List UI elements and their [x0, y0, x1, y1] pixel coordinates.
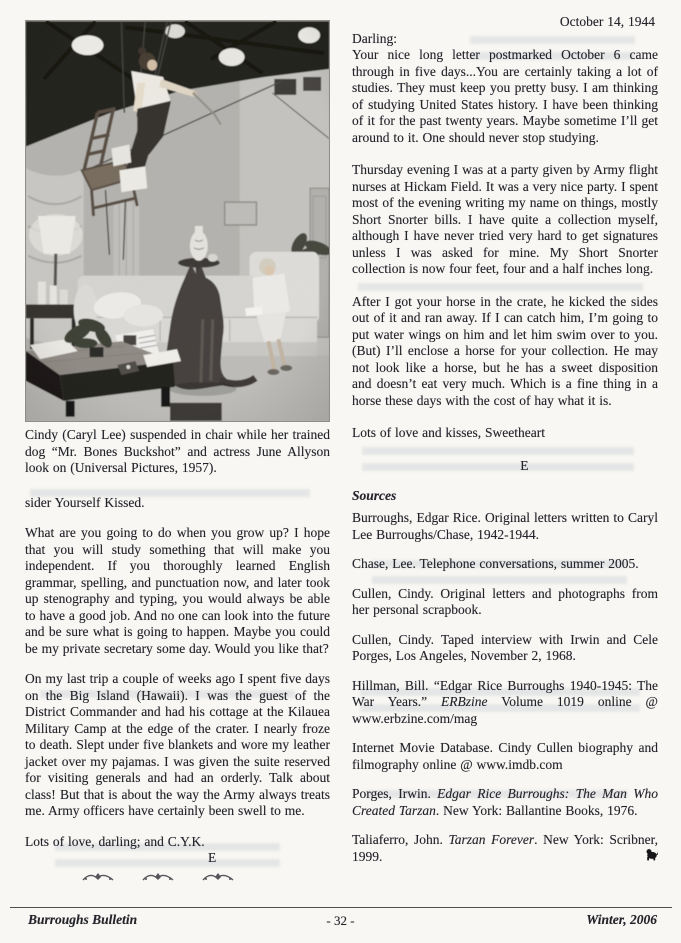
- source-entry: Porges, Irwin. Edgar Rice Burroughs: The Man Who Created Tarzan. New York: Ballantine Books, 1976.: [352, 786, 658, 818]
- fleuron-ornament-icon: [201, 871, 235, 883]
- letter-signature: E: [520, 457, 529, 473]
- letter-salutation: Darling:: [352, 30, 397, 46]
- ape-silhouette-icon: [644, 847, 658, 866]
- movie-set-photo: [26, 21, 329, 421]
- source-entry: Chase, Lee. Telephone conversations, summer 2005.: [352, 556, 639, 571]
- footer-rule: [10, 907, 672, 908]
- source-entry: Hillman, Bill. “Edgar Rice Burroughs 1940-1945: The War Years.” ERBzine Volume 1019 online @ www.erbzine.com/mag: [352, 677, 658, 726]
- footer-issue: Winter, 2006: [586, 912, 657, 927]
- body-paragraph: What are you going to do when you grow up? I hope that you will study something that will make you independent. If you thoroughly learned English grammar, spelling, and punctuation now, and later took up stenography and typing, you would always be able to have a good job. And no one can look into the future and be sure what is going to happen. Maybe you could be my private secretary some day. Would you like that?: [25, 525, 330, 656]
- source-entry: Cullen, Cindy. Taped interview with Irwin and Cele Porges, Los Angeles, November 2, 1968.: [352, 631, 658, 663]
- source-entry: Internet Movie Database. Cindy Cullen biography and filmography online @ www.imdb.com: [352, 740, 658, 772]
- sources-heading: Sources: [352, 488, 397, 503]
- photo-figure: [25, 20, 330, 422]
- letter-paragraph: After I got your horse in the crate, he kicked the sides out of it and ran away. If I can catch him, I’m going to put water wings on him and let him swim over to you. (But) I’ll enclose a horse for your collection. He may not look like a horse, but he has a sweet disposition and doesn’t eat very much. Which is a fine thing in a horse these days with the cost of hay what it is.: [352, 293, 658, 408]
- fleuron-ornament-icon: [81, 871, 115, 883]
- footer-journal-title: Burroughs Bulletin: [28, 912, 138, 927]
- footer-page-number: - 32 -: [326, 913, 355, 928]
- letter-body: [352, 47, 658, 442]
- left-body: [25, 495, 330, 820]
- sources-list: [352, 510, 658, 865]
- left-signature: E: [208, 850, 217, 865]
- source-entry: Burroughs, Edgar Rice. Original letters written to Caryl Lee Burroughs/Chase, 1942-1944.: [352, 510, 658, 542]
- letter-paragraph: Your nice long letter postmarked October 6 came through in five days...You are certainly taking a lot of studies. They must keep you pretty busy. I am thinking of studying United States history. I have been thinking of it for the past twenty years. Maybe sometime I’ll get around to it. One should never stop studying.: [352, 47, 658, 145]
- source-entry: Cullen, Cindy. Original letters and photographs from her personal scrapbook.: [352, 585, 658, 617]
- source-entry: Taliaferro, John. Tarzan Forever. New York: Scribner, 1999.: [352, 832, 658, 864]
- body-paragraph: sider Yourself Kissed.: [25, 494, 145, 510]
- letter-paragraph: Thursday evening I was at a party given by Army flight nurses at Hickam Field. It was a very nice party. I spent most of the evening writing my name on things, mostly Short Snorter bills. I have quite a collection myself, although I have never tried very hard to get signatures unless I was asked for mine. My Short Snorter collection is now four feet, four and a half inches long.: [352, 162, 658, 276]
- left-closing: Lots of love, darling; and C.Y.K.: [25, 833, 205, 849]
- ornament-row: [25, 871, 290, 883]
- letter-paragraph: Lots of love and kisses, Sweetheart: [352, 425, 545, 440]
- body-paragraph: On my last trip a couple of weeks ago I spent five days on the Big Island (Hawaii). I was the guest of the District Commander and had his cottage at the Kilauea Military Camp at the edge of the crater. I nearly froze to death. Slept under five blankets and wore my leather jacket over my pajamas. I was given the suite reserved for visiting generals and had an orderly. Talk about class! But that is about the way the Army always treats me. Army officers have certainly been swell to me.: [25, 671, 330, 818]
- left-column: [25, 20, 330, 883]
- letter-date: October 14, 1944: [559, 14, 655, 29]
- right-column: [352, 14, 658, 878]
- photo-caption: Cindy (Caryl Lee) suspended in chair while her trained dog “Mr. Bones Buckshot” and actress June Allyson look on (Universal Pictures, 1957).: [25, 427, 330, 475]
- fleuron-ornament-icon: [141, 871, 175, 883]
